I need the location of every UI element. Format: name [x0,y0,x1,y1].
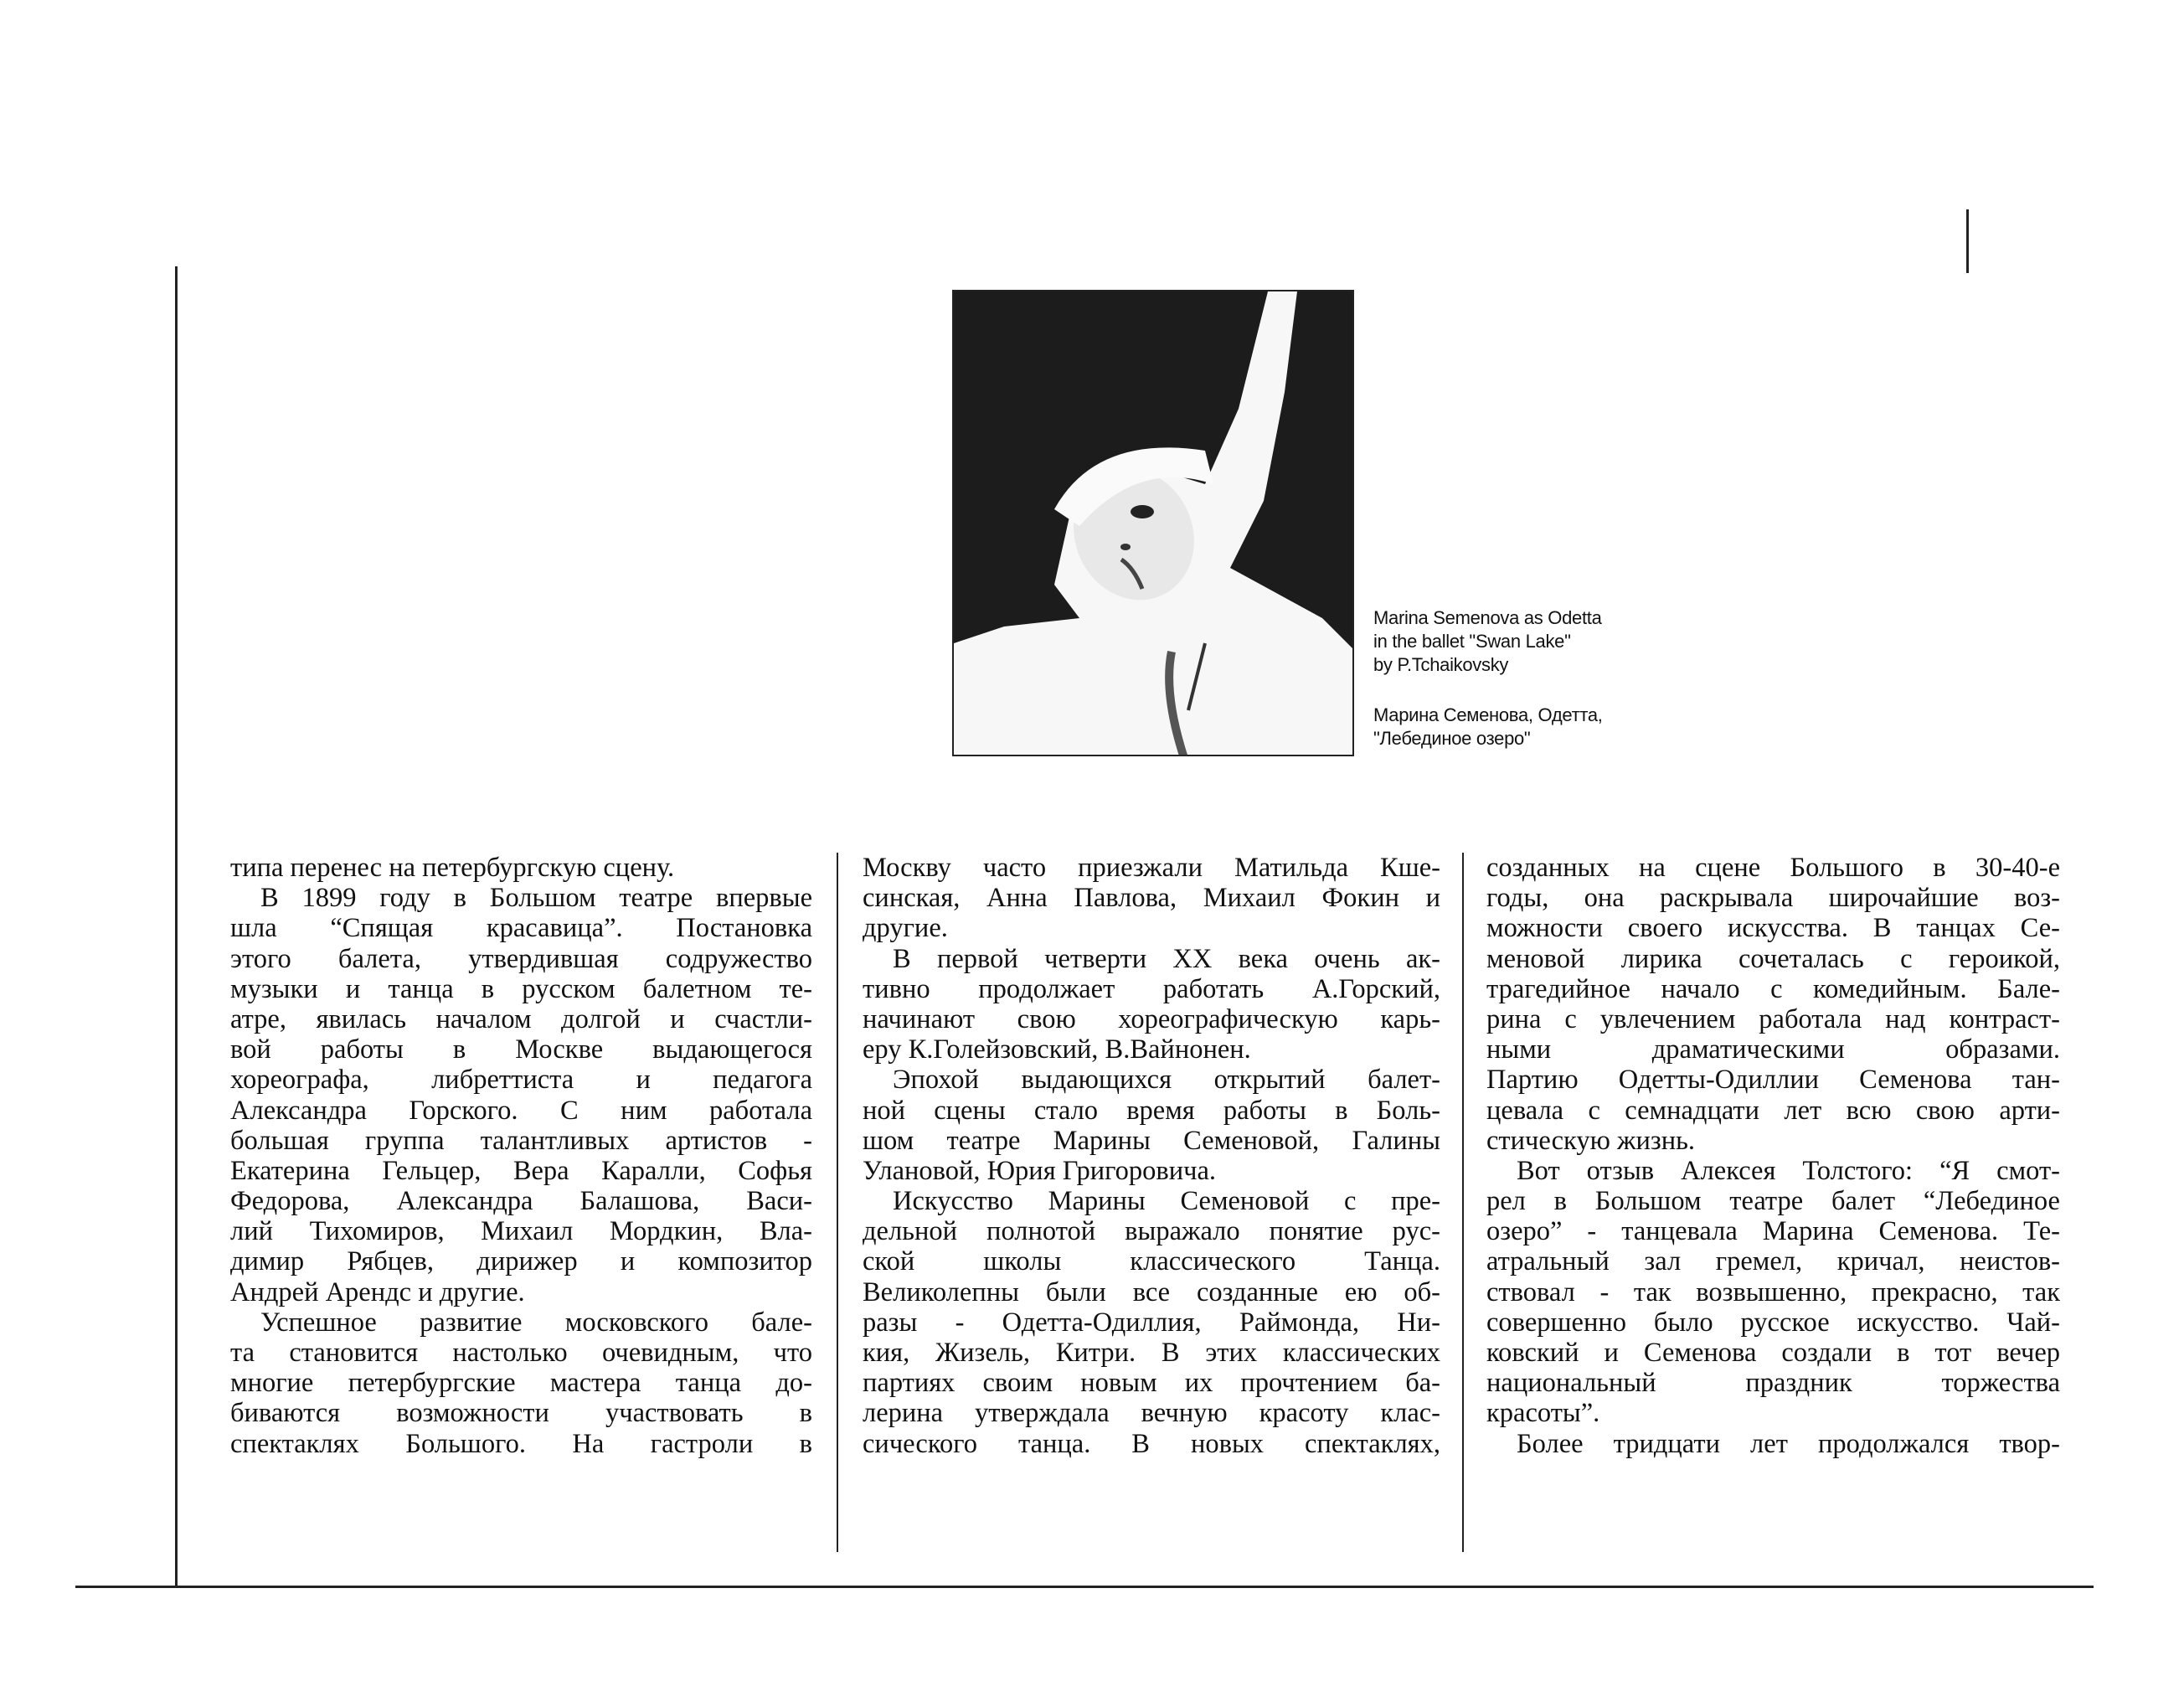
text-line: атре, явилась началом долгой и счастли- [230,1003,812,1034]
text-line: Эпохой выдающихся открытий балет- [893,1065,1440,1096]
paragraph [863,944,1440,1065]
text-line: цевала с семнадцати лет всю свою арти- [1486,1095,2060,1126]
text-line: национальный праздник торжества [1486,1368,2060,1399]
text-line: музыки и танца в русском балетном те- [230,973,812,1004]
paragraph [863,853,1440,944]
text-line: рина с увлечением работала над контраст- [1486,1003,2060,1034]
text-line: ской школы классического Танца. [863,1246,1440,1277]
text-line: озеро” - танцевала Марина Семенова. Те- [1486,1216,2060,1247]
paragraph [1486,853,2060,1156]
text-line: димир Рябцев, дирижер и композитор [230,1246,812,1277]
text-line: рел в Большом театре балет “Лебединое [1486,1186,2060,1217]
ballerina-photo-image [954,291,1354,756]
text-line: Великолепны были все созданные ею об- [863,1276,1440,1307]
text-line: дельной полнотой выражало понятие рус- [863,1216,1440,1247]
photo-caption-ru [1373,704,1603,750]
ballerina-photo [952,290,1354,756]
text-line: многие петербургские мастера танца до- [230,1368,812,1399]
text-line: Улановой, Юрия Григоровича. [863,1155,1217,1186]
text-line: меновой лирика сочеталась с героикой, [1486,943,2060,974]
text-line: можности своего искусства. В танцах Се- [1486,913,2060,944]
text-line: атральный зал гремел, кричал, неистов- [1486,1246,2060,1277]
text-line: ной сцены стало время работы в Боль- [863,1095,1440,1126]
text-column-1 [230,853,812,1459]
text-line: тивно продолжает работать А.Горский, [863,973,1440,1004]
text-line: этого балета, утвердившая содружество [230,943,812,974]
text-line: Искусство Марины Семеновой с пре- [893,1186,1440,1217]
text-line: начинают свою хореографическую карь- [863,1003,1440,1034]
text-line: типа перенес на петербургскую сцену. [230,853,675,883]
text-line: Андрей Арендс и другие. [230,1276,525,1307]
page-left-rule [175,266,178,1588]
text-line: сического танца. В новых спектаклях, [863,1428,1440,1459]
text-line: стическую жизнь. [1486,1125,1696,1156]
text-line: Москву часто приезжали Матильда Кше- [863,853,1440,883]
text-line: биваются возможности участвовать в [230,1398,812,1429]
paragraph [230,1307,812,1459]
caption-en-line: by P.Tchaikovsky [1373,654,1509,675]
paragraph [1486,1156,2060,1429]
text-line: спектаклях Большого. На гастроли в [230,1428,812,1459]
top-right-mark [1966,209,1969,273]
photo-caption-en [1373,606,1602,677]
text-line: Александра Горского. С ним работала [230,1095,812,1126]
text-line: разы - Одетта-Одиллия, Раймонда, Ни- [863,1307,1440,1338]
text-line: Вот отзыв Алексея Толстого: “Я смот- [1517,1155,2060,1186]
text-line: лерина утверждала вечную красоту клас- [863,1398,1440,1429]
text-line: ствовал - так возвышенно, прекрасно, так [1486,1276,2060,1307]
text-line: ковский и Семенова создали в тот вечер [1486,1338,2060,1368]
text-line: Партию Одетты-Одиллии Семенова тан- [1486,1065,2060,1096]
text-line: кия, Жизель, Китри. В этих классических [863,1338,1440,1368]
text-line: В 1899 году в Большом театре впервые [260,883,812,914]
text-line: лий Тихомиров, Михаил Мордкин, Вла- [230,1216,812,1247]
caption-en-line: in the ballet "Swan Lake" [1373,631,1571,652]
text-line: другие. [863,913,948,944]
paragraph [230,883,812,1307]
column-divider-2 [1462,853,1464,1552]
text-line: Успешное развитие московского бале- [260,1307,812,1338]
caption-ru-line: Марина Семенова, Одетта, [1373,704,1603,725]
text-line: годы, она раскрывала широчайшие воз- [1486,883,2060,914]
text-line: совершенно было русское искусство. Чай- [1486,1307,2060,1338]
text-line: Екатерина Гельцер, Вера Каралли, Софья [230,1155,812,1186]
text-column-2 [863,853,1440,1459]
text-line: большая группа талантливых артистов - [230,1125,812,1156]
text-line: ными драматическими образами. [1486,1034,2060,1065]
text-line: партиях своим новым их прочтением ба- [863,1368,1440,1399]
text-line: синская, Анна Павлова, Михаил Фокин и [863,883,1440,914]
text-line: та становится настолько очевидным, что [230,1338,812,1368]
text-line: еру К.Голейзовский, В.Вайнонен. [863,1034,1251,1065]
text-line: созданных на сцене Большого в 30-40-е [1486,853,2060,883]
caption-ru-line: "Лебединое озеро" [1373,728,1531,749]
text-line: Федорова, Александра Балашова, Васи- [230,1186,812,1217]
text-line: шла “Спящая красавица”. Постановка [230,913,812,944]
caption-en-line: Marina Semenova as Odetta [1373,607,1602,628]
text-line: вой работы в Москве выдающегося [230,1034,812,1065]
text-line: трагедийное начало с комедийным. Бале- [1486,973,2060,1004]
text-column-3 [1486,853,2060,1459]
paragraph [863,1186,1440,1459]
paragraph [863,1065,1440,1186]
paragraph [1486,1429,2060,1459]
text-line: хореографа, либреттиста и педагога [230,1065,812,1096]
column-divider-1 [837,853,838,1552]
text-line: шом театре Марины Семеновой, Галины [863,1125,1440,1156]
text-line: Более тридцати лет продолжался твор- [1517,1428,2060,1459]
bottom-rule [75,1586,2094,1588]
text-line: красоты”. [1486,1398,1600,1429]
text-line: В первой четверти XX века очень ак- [893,943,1440,974]
paragraph [230,853,812,883]
